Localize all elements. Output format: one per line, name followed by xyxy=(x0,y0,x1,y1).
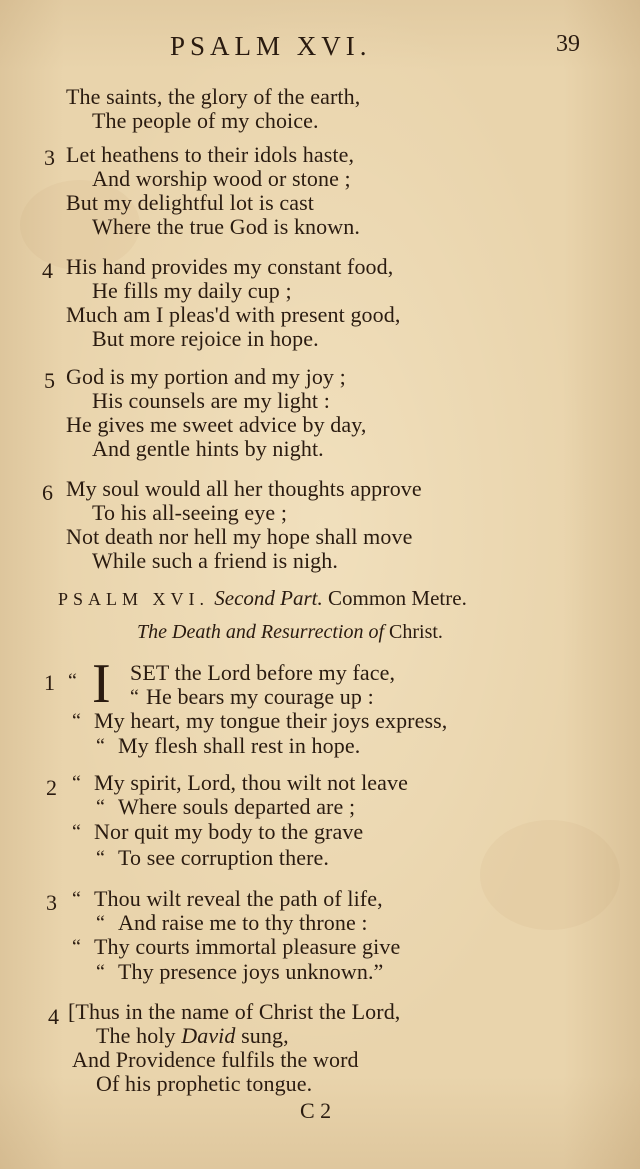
verse-line: And raise me to thy throne : xyxy=(118,910,368,935)
section-heading xyxy=(58,584,467,613)
verse-line: Not death nor hell my hope shall move xyxy=(66,524,413,549)
signature-mark: C 2 xyxy=(300,1098,332,1123)
section-psalm: PSALM XVI. xyxy=(58,589,210,609)
verse-line: Let heathens to their idols haste, xyxy=(66,142,355,167)
running-title: PSALM XVI. xyxy=(170,31,372,61)
verse-number: 2 xyxy=(46,775,57,800)
verse-line: The saints, the glory of the earth, xyxy=(66,84,361,109)
verse-line: To his all-seeing eye ; xyxy=(92,500,288,525)
verse-text: The holy xyxy=(96,1023,176,1048)
verse-line: But more rejoice in hope. xyxy=(92,326,319,351)
quote-mark: “ xyxy=(68,670,77,692)
verse-line: The people of my choice. xyxy=(92,108,319,133)
verse-number: 4 xyxy=(48,1004,59,1029)
verse-line: My soul would all her thoughts approve xyxy=(66,476,422,501)
verse-line: And worship wood or stone ; xyxy=(92,166,351,191)
verse-line xyxy=(96,1023,289,1049)
quote-mark: “ xyxy=(96,796,105,818)
verse-number: 3 xyxy=(46,890,57,915)
quote-mark: “ xyxy=(130,686,139,708)
verse-line: And gentle hints by night. xyxy=(92,436,324,461)
verse-line: My spirit, Lord, thou wilt not leave xyxy=(94,770,409,795)
verse-line: My flesh shall rest in hope. xyxy=(118,733,361,758)
section-metre: Common Metre. xyxy=(328,586,467,610)
verse-line: And Providence fulfils the word xyxy=(72,1047,359,1072)
verse-line: His counsels are my light : xyxy=(92,388,330,413)
verse-line: Of his prophetic tongue. xyxy=(96,1071,313,1096)
quote-mark: “ xyxy=(72,710,81,732)
verse-line: Much am I pleas'd with present good, xyxy=(66,302,401,327)
section-subtitle xyxy=(137,619,443,645)
verse-line: [Thus in the name of Christ the Lord, xyxy=(68,999,401,1024)
verse-line: Where the true God is known. xyxy=(92,214,360,239)
verse-line: Thy courts immortal pleasure give xyxy=(94,934,401,959)
verse-line: Thou wilt reveal the path of life, xyxy=(94,886,383,911)
verse-line: But my delightful lot is cast xyxy=(66,190,314,215)
drop-cap: I xyxy=(92,653,111,715)
verse-line: To see corruption there. xyxy=(118,845,330,870)
verse-line: Where souls departed are ; xyxy=(118,794,356,819)
verse-line: SET the Lord before my face, xyxy=(130,660,396,685)
verse-number: 4 xyxy=(42,258,53,283)
paper-stain xyxy=(480,820,620,930)
verse-number: 3 xyxy=(44,145,55,170)
verse-line: He fills my daily cup ; xyxy=(92,278,292,303)
verse-number: 6 xyxy=(42,480,53,505)
verse-number: 5 xyxy=(44,368,55,393)
quote-mark: “ xyxy=(72,821,81,843)
verse-line: He bears my courage up : xyxy=(146,684,374,709)
name-david: David xyxy=(181,1023,236,1048)
section-part: Second Part. xyxy=(214,586,323,610)
verse-line: Nor quit my body to the grave xyxy=(94,819,364,844)
quote-mark: “ xyxy=(72,936,81,958)
verse-line: My heart, my tongue their joys express, xyxy=(94,708,448,733)
verse-text: sung, xyxy=(241,1023,289,1048)
quote-mark: “ xyxy=(72,772,81,794)
verse-line: His hand provides my constant food, xyxy=(66,254,394,279)
verse-line: He gives me sweet advice by day, xyxy=(66,412,367,437)
quote-mark: “ xyxy=(72,888,81,910)
subtitle-roman: Christ. xyxy=(389,621,443,643)
quote-mark: “ xyxy=(96,912,105,934)
subtitle-italic: The Death and Resurrection of xyxy=(137,621,385,643)
quote-mark: “ xyxy=(96,735,105,757)
verse-line: God is my portion and my joy ; xyxy=(66,364,346,389)
verse-line: Thy presence joys unknown.” xyxy=(118,959,384,984)
verse-line: While such a friend is nigh. xyxy=(92,548,338,573)
page-number: 39 xyxy=(556,31,580,57)
verse-number: 1 xyxy=(44,670,55,695)
quote-mark: “ xyxy=(96,961,105,983)
quote-mark: “ xyxy=(96,847,105,869)
